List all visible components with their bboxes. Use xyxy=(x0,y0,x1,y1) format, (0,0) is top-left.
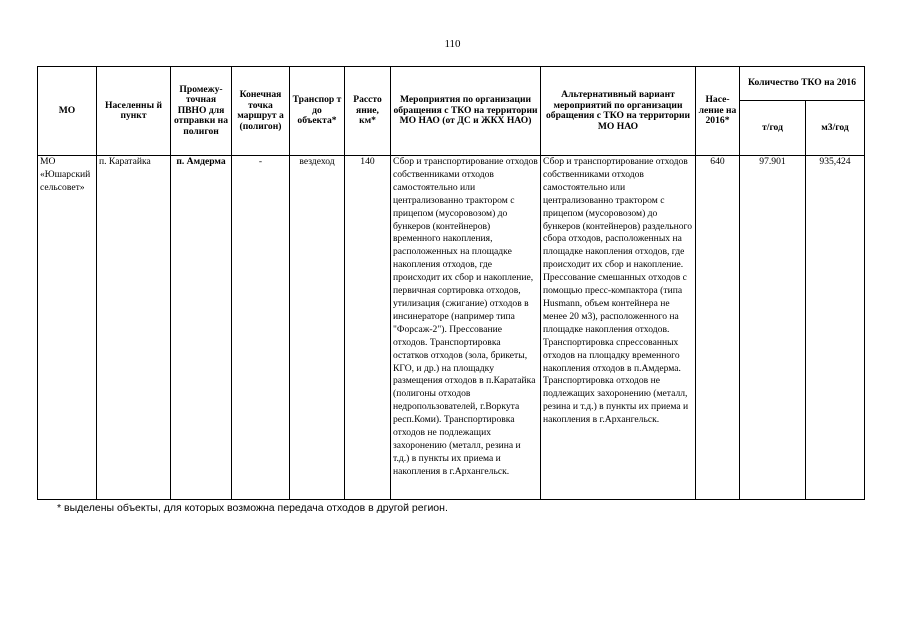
col-header-alternative: Альтернативный вариант мероприятий по организации обращения с ТКО на территории МО НАО xyxy=(541,67,696,156)
cell-measures: Сбор и транспортирование отходов собственниками отходов самостоятельно или централизованно трактором с прицепом (мусоровозом) до бункеров (контейнеров) временного накопления, расположенных на площадке накопления отходов, где происходит их сбор и накопление, первичная сортировка отходов, утилизация (сжигание) отходов в инсинераторе (например типа "Форсаж-2"). Прессование отходов. Транспортировка остатков отходов (зола, брикеты, КГО, и др.) на площадку размещения отходов в п.Каратайка (полигоны отходов недропользователей, г.Воркута респ.Коми). Транспортировка отходов не подлежащих захоронению (металл, резина и т.д.) в пункты их приема и накопления в г.Архангельск. xyxy=(391,156,541,500)
col-header-distance: Рассто яние, км* xyxy=(345,67,391,156)
cell-tons: 97.901 xyxy=(740,156,806,500)
cell-m3: 935,424 xyxy=(806,156,865,500)
col-header-mo: МО xyxy=(38,67,97,156)
cell-settlement: п. Каратайка xyxy=(97,156,171,500)
cell-distance: 140 xyxy=(345,156,391,500)
col-header-intermediate: Промежу-точная ПВНО для отправки на полигон xyxy=(171,67,232,156)
col-header-measures: Мероприятия по организации обращения с ТКО на территории МО НАО (от ДС и ЖКХ НАО) xyxy=(391,67,541,156)
table-row xyxy=(38,156,865,500)
col-header-population: Насе-ление на 2016* xyxy=(696,67,740,156)
col-header-settlement: Населенны й пункт xyxy=(97,67,171,156)
cell-intermediate: п. Амдерма xyxy=(171,156,232,500)
page-number: 110 xyxy=(444,38,461,50)
col-header-quantity: Количество ТКО на 2016 xyxy=(740,67,865,101)
col-header-transport: Транспор т до объекта* xyxy=(290,67,345,156)
cell-population: 640 xyxy=(696,156,740,500)
cell-endpoint: - xyxy=(232,156,290,500)
col-header-tons: т/год xyxy=(740,101,806,156)
col-header-endpoint: Конечная точка маршрут а (полигон) xyxy=(232,67,290,156)
col-header-m3: м3/год xyxy=(806,101,865,156)
footnote: * выделены объекты, для которых возможна передача отходов в другой регион. xyxy=(57,502,448,514)
waste-management-table xyxy=(37,66,865,500)
table-header-row xyxy=(38,67,865,101)
cell-alternative: Сбор и транспортирование отходов собственниками отходов самостоятельно или централизованно трактором с прицепом (мусоровозом) до бункеров (контейнеров) раздельного сбора отходов, расположенных на площадке накопления отходов, где происходит их сбор и накопление. Прессование смешанных отходов с помощью пресс-компактора (типа Husmann, объем контейнера не менее 20 м3), расположенного на площадке накопления отходов. Транспортировка спрессованных отходов на площадку временного накопления отходов в п.Амдерма. Транспортировка отходов не подлежащих захоронению (металл, резина и т.д.) в пункты их приема и накопления в г.Архангельск. xyxy=(541,156,696,500)
cell-transport: вездеход xyxy=(290,156,345,500)
cell-mo: МО «Юшарский сельсовет» xyxy=(38,156,97,500)
